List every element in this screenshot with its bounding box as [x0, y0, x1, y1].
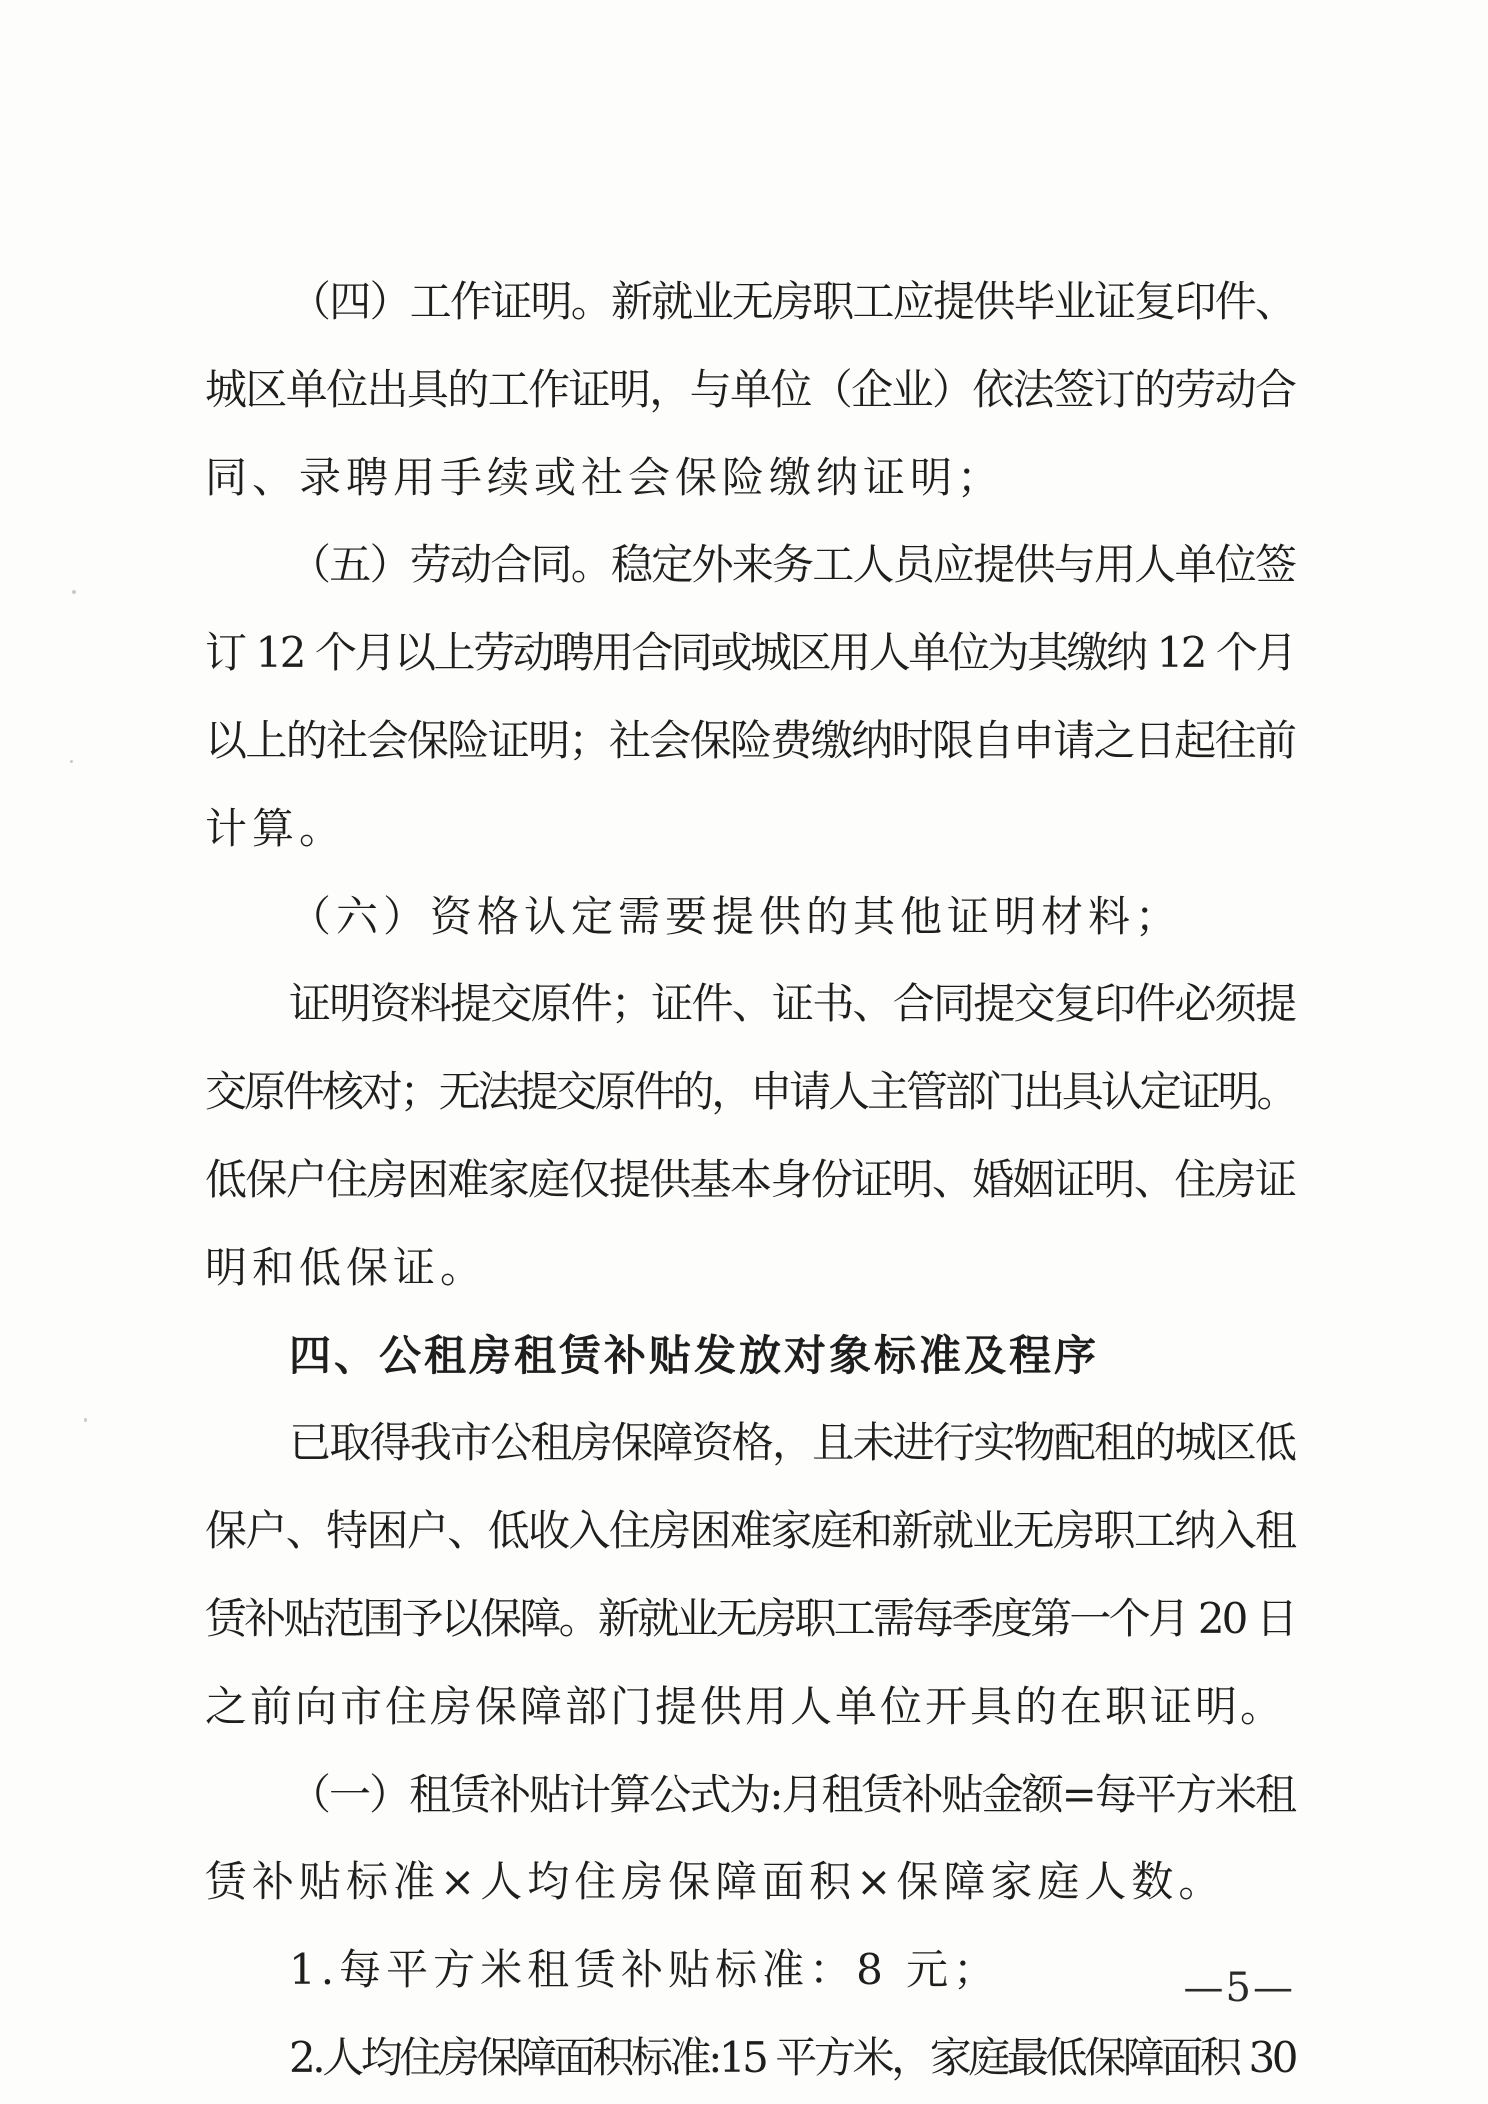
text-line: 1.每平方米租赁补贴标准：8 元；	[289, 1945, 1001, 1995]
scan-speck	[70, 760, 73, 763]
text-line: 计算。	[205, 803, 347, 853]
scan-speck	[72, 590, 76, 594]
section-heading: 四、公租房租赁补贴发放对象标准及程序	[289, 1330, 1100, 1380]
document-body	[205, 258, 1295, 2102]
text-line: 同、录聘用手续或社会保险缴纳证明；	[205, 452, 1005, 502]
text-line: 证明资料提交原件；证件、证书、合同提交复印件必须提	[289, 979, 1295, 1029]
text-line: （六）资格认定需要提供的其他证明材料；	[289, 891, 1183, 941]
text-line: 已取得我市公租房保障资格，且未进行实物配租的城区低	[289, 1418, 1295, 1468]
text-line: 2.人均住房保障面积标准:15 平方米，家庭最低保障面积 30	[289, 2032, 1295, 2082]
text-line: 明和低保证。	[205, 1242, 488, 1292]
text-line: 保户、特困户、低收入住房困难家庭和新就业无房职工纳入租	[205, 1506, 1295, 1556]
text-line: 赁补贴范围予以保障。新就业无房职工需每季度第一个月 20 日	[205, 1593, 1295, 1643]
text-line: 赁补贴标准×人均住房保障面积×保障家庭人数。	[205, 1857, 1226, 1907]
text-line: 城区单位出具的工作证明，与单位（企业）依法签订的劳动合	[205, 364, 1295, 414]
text-line: 订 12 个月以上劳动聘用合同或城区用人单位为其缴纳 12 个月	[205, 628, 1295, 678]
text-line: 低保户住房困难家庭仅提供基本身份证明、婚姻证明、住房证	[205, 1154, 1295, 1204]
scan-speck	[84, 1418, 87, 1422]
text-line: （五）劳动合同。稳定外来务工人员应提供与用人单位签	[289, 540, 1295, 590]
text-line: 之前向市住房保障部门提供用人单位开具的在职证明。	[205, 1681, 1286, 1731]
text-line: （一）租赁补贴计算公式为:月租赁补贴金额=每平方米租	[289, 1769, 1295, 1819]
document-text	[205, 258, 1295, 2102]
text-line: 交原件核对；无法提交原件的，申请人主管部门出具认定证明。	[205, 1067, 1295, 1117]
text-line: （四）工作证明。新就业无房职工应提供毕业证复印件、	[289, 277, 1295, 326]
page-number: —5—	[1183, 1965, 1295, 2011]
text-line: 以上的社会保险证明；社会保险费缴纳时限自申请之日起往前	[205, 715, 1295, 765]
